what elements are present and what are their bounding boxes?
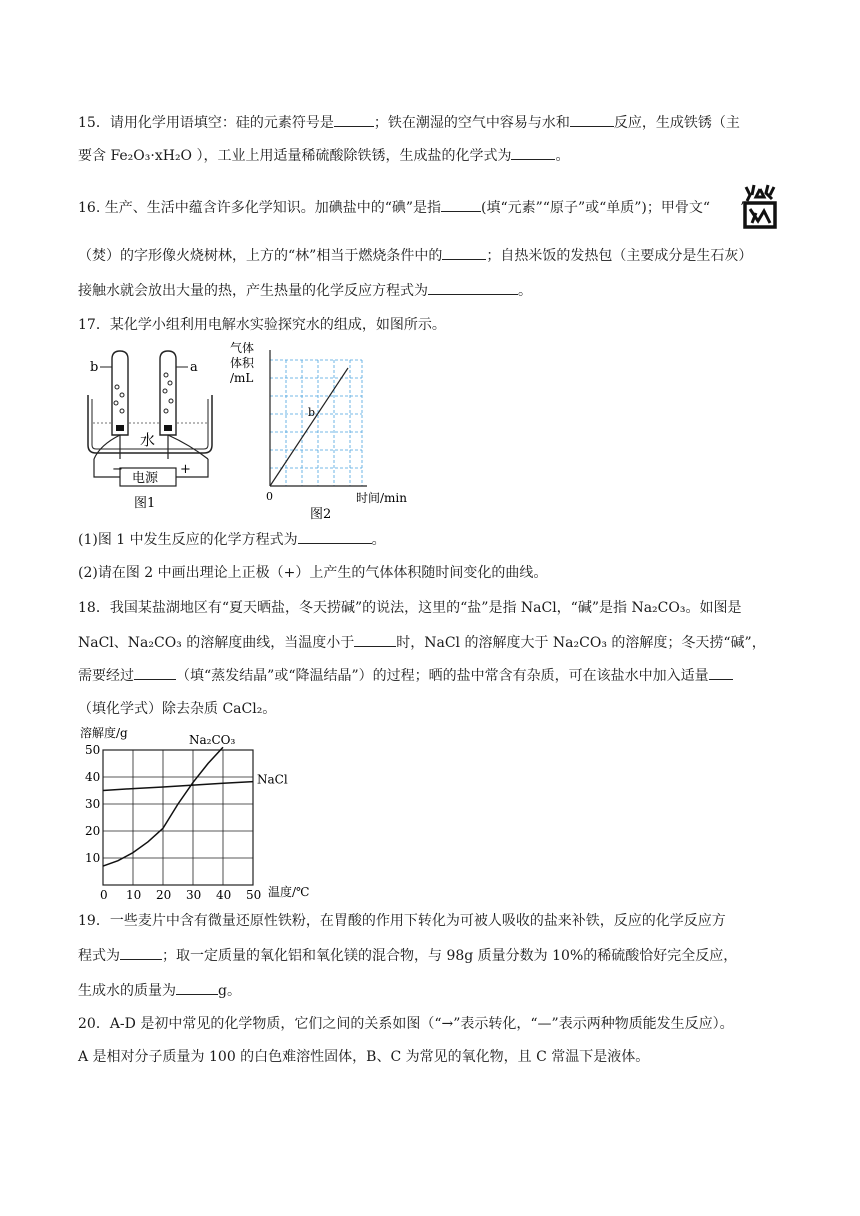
y-tick-label: 30 xyxy=(85,797,101,811)
plot-frame xyxy=(103,750,253,885)
answer-blank[interactable] xyxy=(298,529,372,544)
q19-text: 程式为 xyxy=(78,948,120,964)
q19-line1 xyxy=(78,911,726,931)
answer-blank[interactable] xyxy=(709,665,733,680)
q18-line2 xyxy=(78,632,766,653)
answer-blank[interactable] xyxy=(354,632,396,647)
q18-text: 需要经过 xyxy=(78,668,134,684)
series-label: Na₂CO₃ xyxy=(189,733,236,747)
y-axis-label: 气体 xyxy=(230,341,255,355)
plus-sign: + xyxy=(180,462,191,477)
q17-sub1 xyxy=(78,529,386,550)
q16-line3 xyxy=(78,280,532,301)
q16-line1 xyxy=(78,197,747,218)
x-tick-label: 50 xyxy=(246,888,262,902)
y-axis-label: /mL xyxy=(230,371,254,385)
q19-line2 xyxy=(78,945,737,966)
q17-text: (2)请在图 2 中画出理论上正极（+）上产生的气体体积随时间变化的曲线。 xyxy=(78,565,548,581)
answer-blank[interactable] xyxy=(134,665,176,680)
answer-blank[interactable] xyxy=(570,112,614,127)
q18-text: NaCl、Na₂CO₃ 的溶解度曲线，当温度小于 xyxy=(78,635,355,651)
x-axis-label: 温度/℃ xyxy=(268,885,310,899)
x-tick-label: 0 xyxy=(100,888,108,902)
answer-blank[interactable] xyxy=(334,112,374,127)
q18-line1 xyxy=(78,598,741,618)
q16-text: 16. 生产、生活中蕴含许多化学知识。加碘盐中的“碘”是指 xyxy=(78,200,442,216)
q19-text: g。 xyxy=(218,983,241,999)
y-axis-label: 体积 xyxy=(230,356,255,370)
x-tick-label: 40 xyxy=(216,888,232,902)
tube-b-label: b xyxy=(90,360,99,375)
q16-text: (填“元素”“原子”或“单质”)；甲骨文“ xyxy=(481,200,711,216)
q18-text: （填“蒸发结晶”或“降温结晶”）的过程；晒的盐中常含有杂质，可在该盐水中加入适量 xyxy=(176,668,709,684)
q16-text: （焚）的字形像火烧树林，上方的“林”相当于燃烧条件中的 xyxy=(78,248,443,264)
q15-text: 。 xyxy=(555,148,570,164)
series-line-nacl xyxy=(103,782,253,791)
gas-volume-figure xyxy=(222,338,422,523)
q18-text: 时，NaCl 的溶解度大于 Na₂CO₃ 的溶解度；冬天捞“碱”， xyxy=(396,635,766,651)
origin-label: 0 xyxy=(266,490,273,503)
x-tick-label: 10 xyxy=(126,888,142,902)
q18-line3 xyxy=(78,665,733,686)
q17-text: 。 xyxy=(371,532,386,548)
answer-blank[interactable] xyxy=(441,197,481,212)
q15-line1 xyxy=(78,112,740,133)
x-tick-label: 30 xyxy=(186,888,202,902)
power-label: 电源 xyxy=(132,471,159,486)
q15-text: ；铁在潮湿的空气中容易与水和 xyxy=(373,115,570,131)
x-axis-label: 时间/min xyxy=(356,491,407,505)
electrolysis-figure xyxy=(80,345,220,520)
q19-text: ；取一定质量的氧化铝和氧化镁的混合物，与 98g 质量分数为 10%的稀硫酸恰好完全反应， xyxy=(162,948,738,964)
q16-text: ；自热米饭的发热包（主要成分是生石灰） xyxy=(486,248,753,264)
answer-blank[interactable] xyxy=(428,280,518,295)
answer-blank[interactable] xyxy=(120,945,162,960)
solubility-chart xyxy=(76,722,346,902)
y-axis-label: 溶解度/g xyxy=(80,726,128,740)
y-tick-label: 10 xyxy=(85,851,101,865)
q18-line4 xyxy=(78,699,276,719)
q15-text: 要含 Fe₂O₃·xH₂O ），工业上用适量稀硫酸除铁锈，生成盐的化学式为 xyxy=(78,148,512,164)
q16-text: ” xyxy=(740,200,748,216)
figure-1-caption: 图1 xyxy=(134,496,156,511)
y-tick-label: 50 xyxy=(85,743,101,757)
q17-text: 17．某化学小组利用电解水实验探究水的组成，如图所示。 xyxy=(78,317,446,333)
q16-text: 。 xyxy=(518,283,532,299)
minus-sign: − xyxy=(112,462,123,477)
y-tick-label: 20 xyxy=(85,824,101,838)
q15-line2 xyxy=(78,145,569,166)
answer-blank[interactable] xyxy=(442,245,486,260)
q20-line1 xyxy=(78,1014,734,1034)
q19-text: 19．一些麦片中含有微量还原性铁粉，在胃酸的作用下转化为可被人吸收的盐来补铁，反应的化学反应方 xyxy=(78,913,726,929)
oracle-bone-fen-glyph xyxy=(742,183,778,231)
answer-blank[interactable] xyxy=(511,145,555,160)
q17-stem xyxy=(78,315,446,335)
curve-b-label: b xyxy=(308,406,316,419)
q19-line3 xyxy=(78,980,241,1001)
grid xyxy=(103,750,253,885)
q16-line2 xyxy=(78,245,752,266)
q20-text: A 是相对分子质量为 100 的白色难溶性固体，B、C 为常见的氧化物，且 C 常温下是液体。 xyxy=(78,1049,650,1065)
q17-text: (1)图 1 中发生反应的化学方程式为 xyxy=(78,532,298,548)
q20-text: 20．A-D 是初中常见的化学物质，它们之间的关系如图（“→”表示转化，“—”表示两种物质能发生反应）。 xyxy=(78,1016,734,1032)
q18-text: （填化学式）除去杂质 CaCl₂。 xyxy=(78,701,277,717)
answer-blank[interactable] xyxy=(176,980,218,995)
series-label: NaCl xyxy=(257,772,288,787)
grid xyxy=(270,360,362,486)
y-tick-label: 40 xyxy=(85,770,101,784)
tube-a-label: a xyxy=(190,360,198,375)
q15-text: 15．请用化学用语填空：硅的元素符号是 xyxy=(78,115,334,131)
water-label: 水 xyxy=(140,431,156,449)
q19-text: 生成水的质量为 xyxy=(78,983,176,999)
q16-text: 接触水就会放出大量的热，产生热量的化学反应方程式为 xyxy=(78,283,428,299)
q17-sub2 xyxy=(78,563,547,583)
q20-line2 xyxy=(78,1047,649,1067)
q18-text: 18．我国某盐湖地区有“夏天晒盐，冬天捞碱”的说法，这里的“盐”是指 NaCl，“碱”是指 Na₂CO₃。如图是 xyxy=(78,600,742,616)
q15-text: 反应，生成铁锈（主 xyxy=(613,115,740,131)
figure-2-caption: 图2 xyxy=(310,507,332,522)
x-tick-label: 20 xyxy=(156,888,172,902)
